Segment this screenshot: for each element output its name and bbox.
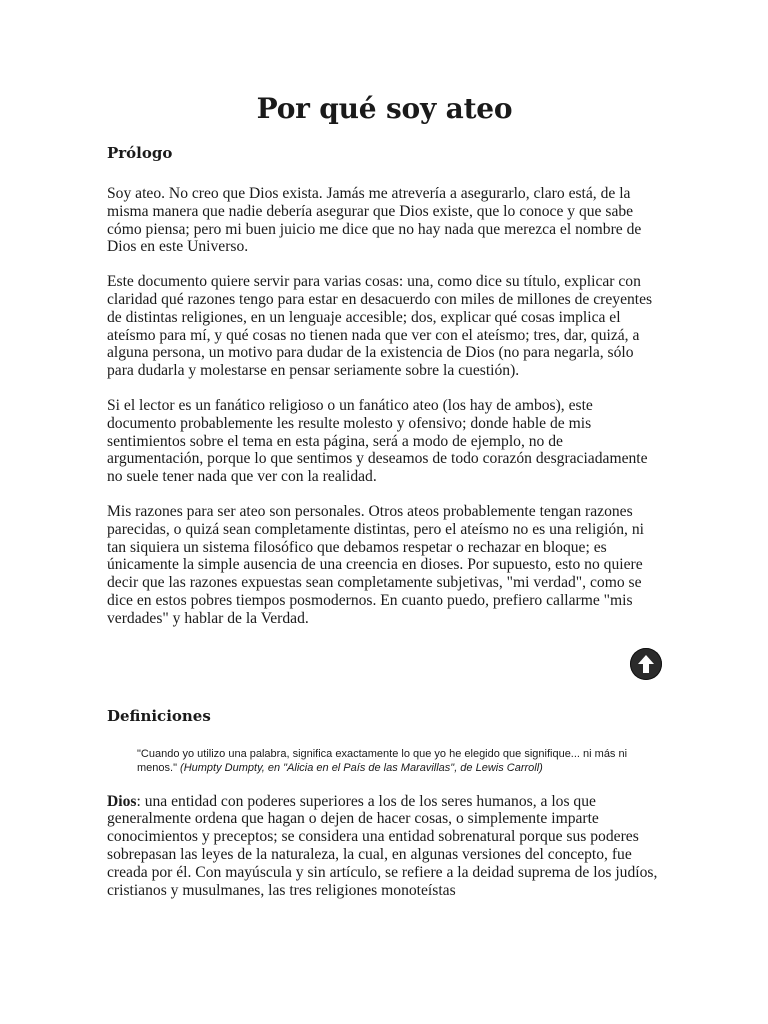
quote-text: "Cuando yo utilizo una palabra, significa exactamente lo que yo he elegido que signifique... ni más ni menos." <box>137 747 628 774</box>
epigraph-quote <box>137 747 642 775</box>
quote-citation: (Humpty Dumpty, en "Alicia en el País de las Maravillas", de Lewis Carroll) <box>180 761 543 774</box>
prologo-paragraph-3: Si el lector es un fanático religioso o un fanático ateo (los hay de ambos), este documento probablemente les resulte molesto y ofensivo; donde hable de mis sentimientos sobre el tema en esta página, será a modo de ejemplo, no de argumentación, porque lo que sentimos y deseamos de todo corazón desgraciadamente no suele tener nada que ver con la realidad. <box>107 396 648 486</box>
definition-text: : una entidad con poderes superiores a los de los seres humanos, a los que generalmente ordena que hagan o dejen de hacer cosas, o simplemente imparte conocimientos y preceptos; se considera una entidad sobrenatural porque sus poderes sobrepasan las leyes de la naturaleza, la cual, en algunas versiones del concepto, fue creada por él. Con mayúscula y sin artículo, se refiere a la deidad suprema de los judíos, cristianos y musulmanes, las tres religiones monoteístas <box>107 792 658 899</box>
back-to-top-row <box>107 628 662 680</box>
arrow-up-circle-icon <box>637 654 655 674</box>
page-title: Por qué soy ateo <box>256 92 513 125</box>
section-heading-definiciones: Definiciones <box>107 706 211 725</box>
back-to-top-button[interactable] <box>630 648 662 680</box>
prologo-paragraph-1: Soy ateo. No creo que Dios exista. Jamás me atrevería a asegurarlo, claro está, de la misma manera que nadie debería asegurar que Dios existe, que lo conoce y que sabe cómo piensa; pero mi buen juicio me dice que no hay nada que merezca el nombre de Dios en este Universo. <box>107 185 642 256</box>
prologo-paragraph-4: Mis razones para ser ateo son personales. Otros ateos probablemente tengan razones parecidas, o quizá sean completamente distintas, pero el ateísmo no es una religión, ni tan siquiera un sistema filosófico que debamos respetar o rechazar en bloque; es únicamente la simple ausencia de una creencia en dioses. Por supuesto, esto no quiere decir que las razones expuestas sean completamente subjetivas, "mi verdad", como se dice en estos pobres tiempos posmodernos. En cuanto puedo, prefiero callarme "mis verdades" y hablar de la Verdad. <box>107 502 644 627</box>
definition-dios <box>107 793 662 900</box>
section-heading-prologo: Prólogo <box>107 144 173 162</box>
prologo-paragraph-2: Este documento quiere servir para varias cosas: una, como dice su título, explicar con claridad qué razones tengo para estar en desacuerdo con miles de millones de creyentes de distintas religiones, en un lenguaje accesible; dos, explicar qué cosas implica el ateísmo para mí, y qué cosas no tienen nada que ver con el ateísmo; tres, dar, quizá, a alguna persona, un motivo para dudar de la existencia de Dios (no para negarla, sólo para dudarla y molestarse en pensar seriamente sobre la cuestión). <box>107 273 653 380</box>
definition-term: Dios <box>107 792 137 810</box>
document-page <box>107 0 662 899</box>
